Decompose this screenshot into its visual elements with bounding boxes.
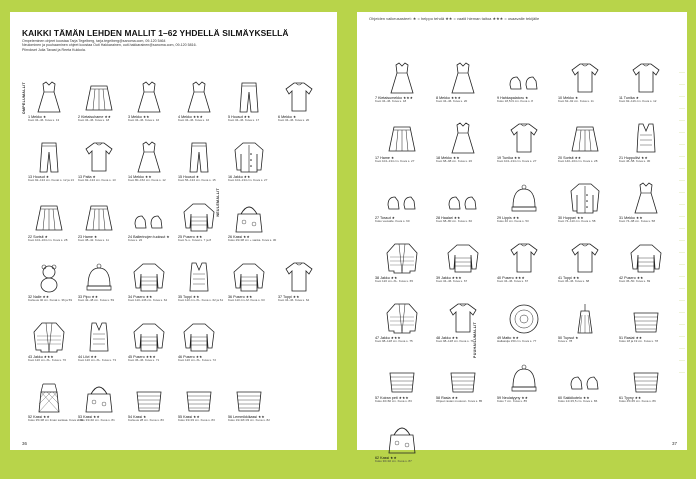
pattern-details: Koko 29×38 cm + sanka. Kuva s. 30 (228, 238, 277, 243)
pattern-item (554, 59, 615, 119)
page-title: KAIKKI TÄMÄN LEHDEN MALLIT 1–62 YHDELLÄ SILMÄYKSELLÄ (22, 28, 289, 38)
pattern-details: Koko 40 cm. Kuva s. 53 (497, 219, 529, 224)
pattern-caption: 45 Pusero ★★★ (128, 355, 156, 359)
pattern-caption: 11 Tunika ★ (619, 96, 640, 100)
pattern-grid-left (24, 78, 324, 438)
side-label-sewing: OMPELUMALLIT (22, 82, 26, 115)
pattern-caption: 2 Kietaisuhame ★★ (78, 115, 112, 119)
pattern-item (493, 359, 554, 419)
sweater-icon (124, 258, 174, 294)
pattern-item (615, 179, 676, 239)
pattern-caption: 21 Huppuliivi ★★ (619, 156, 648, 160)
pattern-item (493, 119, 554, 179)
pattern-item (74, 258, 124, 318)
pattern-details: Koot 120 cm–XL. Kuva s. 65 (375, 279, 414, 284)
pattern-details: Koot 120 cm–XL. Kuva s. 76 (28, 358, 67, 363)
vest-icon (615, 119, 676, 155)
pattern-item (274, 258, 324, 318)
basket-icon (615, 359, 676, 395)
bag-icon (371, 419, 432, 455)
pattern-caption: 43 Jakku ★★★ (28, 355, 54, 359)
pattern-item (432, 359, 493, 419)
pattern-details: Koko 35×38 cm ilman sankaa. Kuva s. 80 (28, 418, 84, 423)
pattern-item (124, 378, 174, 438)
skirt-icon (74, 198, 124, 234)
pattern-details: Kuva s. 22 (128, 238, 143, 243)
pattern-details: Koko 40×60 cm. Kuva s. 83 (375, 399, 412, 404)
pattern-caption: 28 Haalari ★★ (436, 216, 461, 220)
pattern-details: Koot 104–134 cm. Kuva s. 27 (228, 178, 268, 183)
pattern-caption: 5 Housut ★★ (228, 115, 251, 119)
pattern-caption: 49 Matto ★★ (497, 336, 519, 340)
pattern-grid-right (371, 59, 676, 479)
empty-cell (274, 378, 324, 414)
pattern-caption: 3 Mekko ★★ (128, 115, 150, 119)
dress-icon (432, 119, 493, 155)
pattern-caption: 33 Pipo ★★ (78, 295, 99, 299)
pattern-item (615, 119, 676, 179)
pattern-details: Koot 110 cm–M. Kuva s. 63 (228, 298, 265, 303)
pattern-details: Koot 34–46. Kuva s. 67 (436, 279, 468, 284)
pattern-caption: 19 Tunika ★★ (497, 156, 521, 160)
pattern-caption: 1 Mekko ★ (28, 115, 47, 119)
pattern-item (432, 239, 493, 299)
pattern-item (274, 138, 324, 198)
pattern-details: Koot 140–164 cm. Kuva s. 28 (558, 159, 598, 164)
pattern-details: Koot 34–46. Kuva s. 20 (278, 118, 310, 123)
pattern-item (554, 119, 615, 179)
pattern-details: Koot 92–116 cm. Kuva s. 12 (619, 99, 657, 104)
pattern-caption: 4 Mekko ★★★ (178, 115, 203, 119)
dress-icon (432, 59, 493, 95)
pattern-caption: 39 Jakku ★★★ (436, 276, 462, 280)
pattern-caption: 32 Nalle ★★ (28, 295, 50, 299)
basket-icon (124, 378, 174, 414)
pattern-caption: 53 Kassi ★★ (78, 415, 100, 419)
pattern-item (174, 258, 224, 318)
pattern-item (124, 138, 174, 198)
trousers-icon (174, 138, 224, 174)
right-page (357, 12, 687, 464)
pattern-caption: 9 Hahkapalatoru ★ (497, 96, 529, 100)
pattern-caption: 55 Kassi ★★ (178, 415, 200, 419)
pattern-caption: 18 Mekko ★★ (436, 156, 460, 160)
pattern-details: Koot 34–46. Kuva s. 16 (128, 118, 160, 123)
pattern-item (493, 299, 554, 359)
pattern-item (432, 299, 493, 359)
top-icon (554, 239, 615, 275)
pattern-details: Koot 92–134 cm. Kuva s. 13 (78, 178, 116, 183)
pattern-item (74, 318, 124, 378)
side-label-crafts: PUUHAILUMALLIT (473, 322, 477, 358)
pattern-details: Koot 104–164 cm. Kuva s. 28 (28, 238, 68, 243)
trousers-icon (224, 78, 274, 114)
pattern-item (24, 78, 74, 138)
pattern-details: Koot 42–48 cm. Kuva s. 59 (78, 298, 115, 303)
pattern-details: Koot 34–46. Kuva s. 16 (178, 118, 210, 123)
pattern-item (174, 378, 224, 438)
pattern-details: Koko 14×15,5 cm. Kuva s. 86 (558, 399, 598, 404)
pattern-item (24, 378, 84, 438)
pattern-details: Koot 36–46. Kuva s. 68 (558, 279, 590, 284)
pattern-caption: 23 Hame ★ (78, 235, 98, 239)
top-icon (615, 59, 676, 95)
pattern-details: Koot 104–134 cm. Kuva s. 27 (375, 159, 415, 164)
pattern-caption: 36 Pusero ★★ (228, 295, 253, 299)
shoes-icon (554, 359, 615, 395)
pattern-details: Koko 7 cm. Kuva s. 85 (497, 399, 528, 404)
pattern-details: Koot 34–46. Kuva s. 17 (228, 118, 260, 123)
top-icon (274, 258, 324, 294)
pattern-item (24, 198, 74, 258)
pattern-details: Koot 74–110 cm. Kuva s. 58 (558, 219, 596, 224)
pattern-item (274, 318, 324, 378)
pattern-caption: 16 Jakku ★★ (228, 175, 251, 179)
pattern-details: Kuva s. 78 (558, 339, 573, 344)
pattern-item (432, 59, 493, 119)
bear-icon (24, 258, 74, 294)
pattern-item (274, 378, 324, 438)
pattern-details: Koot 34–46. Kuva s. 18 (375, 99, 407, 104)
pattern-caption: 34 Pusero ★★ (128, 295, 153, 299)
skirt-icon (371, 119, 432, 155)
pattern-details: Koot 98–128 cm. Kuva s. 75 (375, 339, 413, 344)
pattern-caption: 46 Pusero ★★ (178, 355, 203, 359)
pattern-details: Koot 120 cm–XL. Kuva s. 73 (78, 358, 117, 363)
pattern-caption: 62 Kassi ★★ (375, 456, 397, 460)
pattern-item (74, 378, 124, 438)
pattern-caption: 41 Toppi ★★ (558, 276, 580, 280)
trousers-icon (24, 138, 74, 174)
pattern-details: Koot 98–128 cm. Kuva s. 76 (436, 339, 474, 344)
shoes-icon (371, 179, 432, 215)
sweater-icon (174, 318, 224, 354)
pattern-details: Koot 74–98 cm. Kuva s. 58 (619, 219, 656, 224)
pattern-caption: 61 Tyyny ★★ (619, 396, 642, 400)
pattern-caption: 51 Rasiat ★★ (619, 336, 643, 340)
intro-text: Ompeleminen ohjeet koostaa Tarja Tegelberg, tarja.tegelberg@sanoma.com, 09-120 5464 Neulominen ja puuhaaminen ohjeet koostaa Outi Hakkarainen, outi.hakkarainen@sanoma.com, 09-120 5816. Piirrokset Julia Tavast ja Reeta Kukkola. (22, 39, 197, 52)
top-icon (493, 239, 554, 275)
pattern-details: Korkeus 40 cm. Kuvat s. 36 ja 59 (28, 298, 73, 303)
shoes-icon (124, 198, 174, 234)
pattern-details: Koot 34–46. Kuva s. 20 (436, 99, 468, 104)
pattern-details: Koot 56–134 cm. Kuva s. 15 (178, 178, 216, 183)
sweater-icon (432, 239, 493, 275)
pattern-item (493, 59, 554, 119)
shoes-icon (432, 179, 493, 215)
pattern-item (554, 359, 615, 419)
pattern-caption: 7 Kietaisumekko ★★★ (375, 96, 413, 100)
cardigan-icon (371, 239, 432, 275)
pattern-caption: 40 Pusero ★★★ (497, 276, 525, 280)
pattern-caption: 27 Tossut ★ (375, 216, 396, 220)
cardigan-icon (371, 299, 432, 335)
skirt-icon (554, 119, 615, 155)
jacket-icon (224, 138, 274, 174)
pattern-caption: 20 Sortsit ★★ (558, 156, 582, 160)
pattern-details: Korkeus 28 cm. Kuva s. 83 (128, 418, 164, 423)
pattern-item (615, 299, 676, 359)
pattern-item (274, 198, 324, 258)
pattern-item (74, 198, 124, 258)
pattern-caption: 24 Ballerinojen tuoksut ★ (128, 235, 170, 239)
page-number: 36 (22, 441, 28, 446)
pattern-caption: 14 Mekko ★★ (128, 175, 152, 179)
pattern-item (371, 59, 432, 119)
pattern-item (174, 318, 224, 378)
empty-cell (274, 138, 324, 174)
netbag-icon (24, 378, 74, 414)
pattern-item (371, 119, 432, 179)
sweater-icon (174, 198, 224, 234)
pattern-item (371, 179, 432, 239)
cardigan-icon (24, 318, 74, 354)
pattern-caption: 30 Huppari ★★ (558, 216, 584, 220)
pattern-caption: 37 Toppi ★★ (278, 295, 300, 299)
pattern-caption: 31 Mekko ★★ (619, 216, 643, 220)
pattern-caption: 15 Housut ★ (178, 175, 200, 179)
basket-icon (224, 378, 274, 414)
hat-icon (493, 359, 554, 395)
sweater-icon (615, 239, 676, 275)
pattern-details: Koko vauvalle. Kuva s. 60 (375, 219, 410, 224)
pattern-caption: 26 Kassi ★★ (228, 235, 250, 239)
pattern-details: Koot 34–46. Kuva s. 64 (278, 298, 310, 303)
pattern-item (174, 138, 224, 198)
pattern-item (371, 359, 432, 419)
pattern-item (615, 239, 676, 299)
side-label-knitting: NEULEMALLIT (216, 188, 220, 217)
dress-icon (124, 138, 174, 174)
shoes-icon (493, 59, 554, 95)
empty-cell (274, 318, 324, 354)
pattern-caption: 35 Toppi ★★ (178, 295, 200, 299)
pattern-item (224, 318, 274, 378)
pattern-details: Koko 18,5×9 cm. Kuva s. 8 (497, 99, 533, 104)
pattern-details: Koko 33×33 cm. Kuva s. 83 (178, 418, 215, 423)
pattern-item (24, 258, 74, 318)
pattern-item (274, 78, 324, 138)
pattern-item (493, 239, 554, 299)
difficulty-legend: Ohjeiden vaikeusasteet: ★ = helppo tehdä ★★ = vaatii hieman taitoa ★★★ = osaavalle tekijälle (369, 16, 540, 21)
pattern-item (174, 198, 224, 258)
hat-icon (493, 179, 554, 215)
empty-cell (224, 318, 274, 354)
pattern-details: Koot 36–50. Kuva s. 69 (619, 279, 651, 284)
pattern-caption: 13 Housut ★ (28, 175, 50, 179)
pattern-item (224, 378, 274, 438)
pattern-details: Koot 34–46. Kuva s. 18 (78, 118, 110, 123)
pattern-item (124, 78, 174, 138)
pattern-caption: 29 Lippis ★★ (497, 216, 520, 220)
basket-icon (432, 359, 493, 395)
top-icon (74, 138, 124, 174)
pattern-item (124, 258, 174, 318)
pattern-details: Koot 110 cm–XL. Kuva s. 62 ja 61 (178, 298, 224, 303)
tab-ticks (679, 72, 685, 384)
pattern-caption: 25 Pusero ★★ (178, 235, 203, 239)
vest-icon (174, 258, 224, 294)
top-icon (554, 59, 615, 95)
pattern-item (371, 239, 432, 299)
pattern-details: Koot 120 cm–XL. Kuva s. 72 (178, 358, 217, 363)
pattern-item (224, 78, 274, 138)
dress-icon (371, 59, 432, 95)
pattern-caption: 54 Kassi ★ (128, 415, 147, 419)
skirt-icon (74, 78, 124, 114)
pattern-details: Koot 68–98 cm. Kuva s. 26 (436, 159, 473, 164)
pattern-caption: 57 Koiran peti ★★★ (375, 396, 409, 400)
pattern-caption: 6 Mekko ★ (278, 115, 297, 119)
pattern-details: Koot 34–46. Kuva s. 13 (28, 118, 60, 123)
pattern-caption: 47 Jakku ★★★ (375, 336, 401, 340)
pattern-details: Koot 36–46. Kuva s. 71 (128, 358, 160, 363)
pattern-item (124, 198, 174, 258)
pattern-details: Koko 45×45 cm. Kuva s. 86 (619, 399, 656, 404)
pattern-caption: 60 Sakkikotelo ★★ (558, 396, 590, 400)
left-page (10, 12, 337, 450)
pattern-details: Koot 110–146 cm. Kuva s. 62 (128, 298, 168, 303)
pattern-item (371, 419, 432, 479)
pattern-item (224, 138, 274, 198)
pattern-details: Koko 19×18×33 cm. Kuva s. 82 (228, 418, 270, 423)
dress-icon (615, 179, 676, 215)
basket-icon (615, 299, 676, 335)
bag-icon (74, 378, 124, 414)
pattern-details: Koot 80–152 cm. Kuva s. 12 (128, 178, 166, 183)
skirt-icon (24, 198, 74, 234)
pattern-caption: 10 Mekko ★ (558, 96, 579, 100)
pattern-caption: 52 Kassi ★★ (28, 415, 50, 419)
pattern-item (224, 258, 274, 318)
pattern-item (74, 78, 124, 138)
pattern-caption: 58 Rasia ★★ (436, 396, 459, 400)
rug-icon (493, 299, 554, 335)
hat-icon (74, 258, 124, 294)
pattern-details: Koot 46–58. Kuva s. 30 (619, 159, 651, 164)
dress-icon (124, 78, 174, 114)
pattern-details: Koot S–L. Kuvat s. 7 ja 8 (178, 238, 212, 243)
pattern-details: Koot 68–80 cm. Kuva s. 60 (436, 219, 473, 224)
top-icon (432, 299, 493, 335)
pattern-caption: 42 Pusero ★★ (619, 276, 644, 280)
bag-icon (224, 198, 274, 234)
pattern-item (24, 318, 74, 378)
pattern-details: Koko 30×32 cm. Kuva s. 87 (375, 459, 412, 464)
pattern-caption: 17 Hame ★ (375, 156, 395, 160)
pattern-item (224, 198, 277, 258)
pattern-item (554, 239, 615, 299)
page-number: 37 (671, 441, 677, 446)
pattern-caption: 8 Mekko ★★★ (436, 96, 461, 100)
empty-cell (274, 198, 324, 234)
pattern-caption: 48 Jakku ★★ (436, 336, 459, 340)
pattern-details: Halkaisija 150 cm. Kuva s. 77 (497, 339, 537, 344)
pattern-caption: 22 Sortsit ★ (28, 235, 48, 239)
pattern-item (371, 299, 432, 359)
pattern-details: Koot 104–134 cm. Kuva s. 27 (497, 159, 537, 164)
pattern-item (24, 138, 74, 198)
pattern-caption: 56 Lemmikkikassi ★★ (228, 415, 265, 419)
jacket-icon (554, 179, 615, 215)
tassel-icon (554, 299, 615, 335)
pattern-item (432, 179, 493, 239)
pattern-caption: 44 Liivi ★★ (78, 355, 98, 359)
pattern-item (174, 78, 224, 138)
vest-icon (74, 318, 124, 354)
sweater-icon (124, 318, 174, 354)
pattern-caption: 59 Neulatyyny ★★ (497, 396, 529, 400)
pattern-details: Koot 62–92 cm. Kuva s. 11 (558, 99, 594, 104)
top-icon (493, 119, 554, 155)
dress-icon (24, 78, 74, 114)
pattern-item (554, 299, 615, 359)
pattern-details: Koot 92–134 cm. Kuvat s. 12 ja 13 (28, 178, 74, 183)
pattern-details: Koko 18 ja 19 cm. Kuva s. 78 (619, 339, 659, 344)
pattern-caption: 13 Paita ★ (78, 175, 96, 179)
pattern-caption: 38 Jakku ★★ (375, 276, 398, 280)
pattern-item (432, 119, 493, 179)
sweater-icon (224, 258, 274, 294)
pattern-item (554, 179, 615, 239)
pattern-details: Ohjeet rasian muotoon. Kuva s. 85 (436, 399, 483, 404)
pattern-details: Koko 33×40 cm. Kuva s. 81 (78, 418, 115, 423)
basket-icon (174, 378, 224, 414)
pattern-item (493, 179, 554, 239)
pattern-item (615, 359, 676, 419)
top-icon (274, 78, 324, 114)
pattern-item (124, 318, 174, 378)
pattern-details: Koot 34–46. Kuva s. 67 (497, 279, 529, 284)
basket-icon (371, 359, 432, 395)
pattern-item (615, 59, 676, 119)
pattern-item (74, 138, 124, 198)
pattern-caption: 50 Tupsut ★ (558, 336, 579, 340)
pattern-details: Koot 38–42. Kuva s. 11 (78, 238, 109, 243)
dress-icon (174, 78, 224, 114)
